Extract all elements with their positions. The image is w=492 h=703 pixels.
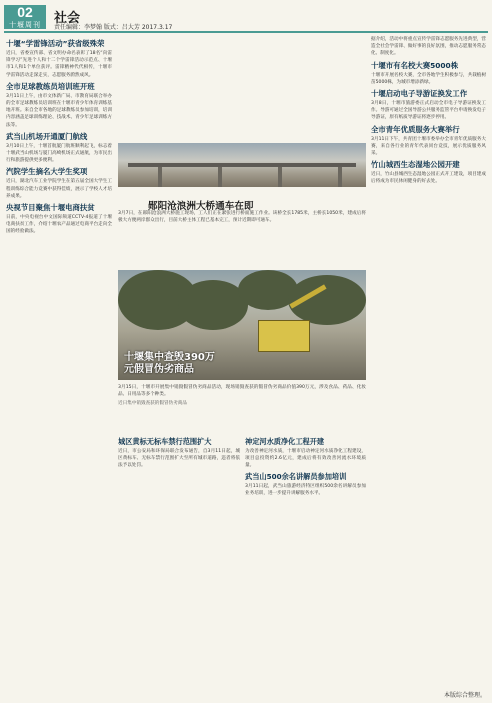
article-title: 十堰启动电子导游证换发工作 — [371, 89, 468, 99]
article-body: 3月11日起，武当山旅游经济特区组织500余名讲解员参加业务培训，进一步提升讲解服务水平。 — [245, 483, 366, 496]
paper-name: 十堰周刊 — [9, 21, 41, 29]
article-body: 近日，竹山县城西生态湿地公园正式开工建设，项目建成后将成为市民休闲健身的好去处。 — [371, 172, 486, 185]
issue-badge — [4, 5, 46, 29]
bridge-photo — [118, 143, 366, 187]
article-body: 为改善神定河水质，十堰市启动神定河水质净化工程建设，项目总投资约2.6亿元，建成后将有效改善河流水环境质量。 — [245, 449, 366, 469]
article-body: 日前，中央电视台中文国际频道CCTV-4报道了十堰电商扶贫工作，介绍十堰农产品通过电商平台走向全国的经验做法。 — [6, 215, 112, 235]
photo-caption: 近日集中销毁查获的假冒伪劣商品 — [118, 401, 187, 407]
article-title: 全市青年优质服务大赛举行 — [371, 124, 460, 134]
article-body: 3月10日上午，十堰首航厦门航班顺利起飞，标志着十堰武当山机场与厦门高崎机场正式通航，为市民出行和旅游提供更多便利。 — [6, 143, 112, 164]
article-body: 近日，湖北汽车工业学院学生在第五届全国大学生工程训练综合能力竞赛中获得佳绩，展示了学校人才培养成果。 — [6, 179, 112, 199]
article-title: 武当山500余名讲解员参加培训 — [245, 471, 347, 481]
article-body: 3月15日，十堰市开展集中销毁假冒伪劣商品活动，现场销毁查获的假冒伪劣商品价值390万元，涉及食品、药品、化妆品、日用品等多个种类。 — [118, 385, 366, 398]
article-title: 全市足球教练员培训班开班 — [6, 81, 95, 91]
editor-line: 责任编辑：李梦翰 版式：吕大芳 2017.3.17 — [54, 24, 173, 31]
page-header — [4, 5, 488, 33]
article-body: 近日，市公安局和环保局联合发布通告，自3月11日起，城区黄标车、无标车禁行范围扩大至所有城市道路，违者将依法予以处罚。 — [118, 449, 240, 469]
headline-bridge: 郧阳沧浪洲大桥通车在即 — [148, 201, 254, 212]
right-column — [371, 36, 486, 686]
issue-number: 02 — [17, 4, 33, 20]
article-title: 武当山机场开通厦门航线 — [6, 131, 88, 141]
article-body: 3月8日，十堰市旅游委正式启动全市电子导游证换发工作。导游可通过全国导游公共服务监管平台申请换发电子导游证，原有纸质导游证将逐步停用。 — [371, 101, 486, 121]
page-footer: 本版综合整理。 — [443, 692, 486, 699]
middle-left-column — [118, 435, 240, 685]
section-title: 社会 — [54, 11, 81, 26]
article-body: 3月7日，在郧阳沧浪洲大桥施工现场，工人们正在紧张进行桥面施工作业。该桥全长1785米，主桥长1050米，建成后将极大方便两岸群众出行，目前大桥主体工程已基本完工，预计近期即可通车。 — [118, 211, 366, 224]
article-body: 近日，省委宣传部、省文明办命名表彰了18名“向雷锋学习”先进个人和十二个学雷锋活动示范点、十堰市1人和1个单位获评。雷锋精神代代相传，十堰市学雷锋活动走深走实，志愿服务蔚然成风。 — [6, 51, 112, 78]
left-column — [6, 36, 112, 686]
bridge-story — [118, 210, 366, 266]
article-body: 十堰市开展名校大赛，全市各地学生积极参与，共栽植树苗5000株，为城市增添新绿。 — [371, 72, 486, 85]
article-title: 竹山城西生态湿地公园开建 — [371, 160, 460, 170]
article-title: 汽院学生摘名大学生奖项 — [6, 167, 88, 177]
article-title: 央视节目聚焦十堰电商扶贫 — [6, 203, 95, 213]
middle-right-column — [245, 435, 366, 685]
article-title: 城区黄标无标车禁行范围扩大 — [118, 437, 212, 446]
photo-headline: 十堰集中查毁390万元假冒伪劣商品 — [124, 352, 215, 375]
destruction-story — [118, 384, 366, 430]
article-body: 3月11日下午，共青团十堰市委举办全市青年优质服务大赛，来自各行业的青年代表同台竞技，展示优质服务风采。 — [371, 136, 486, 157]
article-title: 十堰“学雷锋活动”获省级殊荣 — [6, 39, 105, 48]
article-body: 据介绍，活动中将重点宣传学雷锋志愿服务先进典型，营造全社会学雷锋、做好事的良好氛围，推动志愿服务常态化、制度化。 — [371, 37, 486, 57]
article-title: 神定河水质净化工程开建 — [245, 437, 325, 446]
article-title: 十堰市有名校大赛5000株 — [371, 60, 459, 70]
article-body: 3月11日上午，由市文体新广局、市教育局联合举办的全市足球教练员培训班在十堰市青少年体育训练基地开班。来自全市各地的足球教练员参加培训，培训内容涵盖足球训练理论、技战术、青少年足球训练方法等。 — [6, 93, 112, 128]
